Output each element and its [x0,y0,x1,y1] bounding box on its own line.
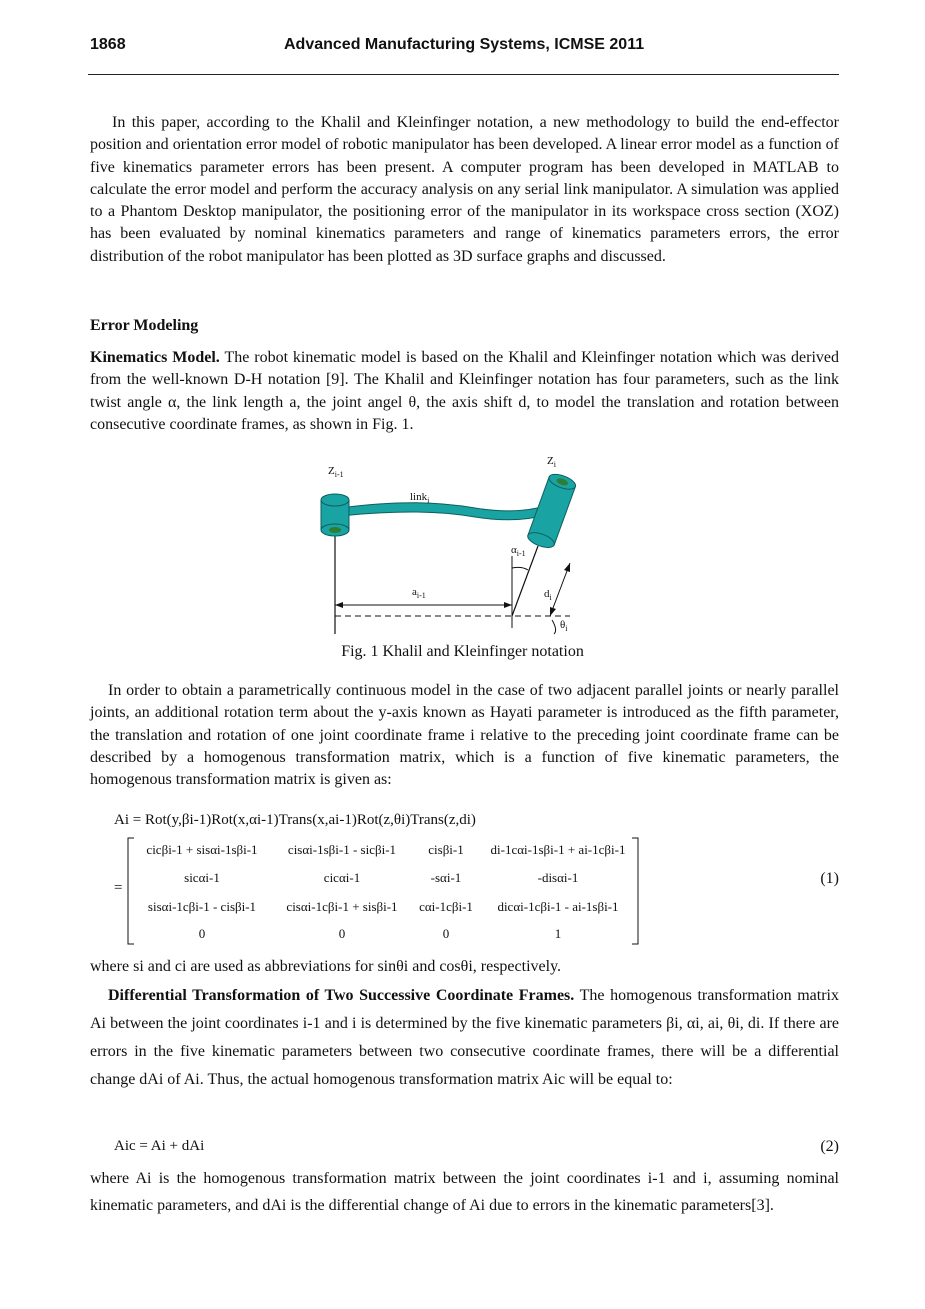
section-heading: Error Modeling [90,317,199,334]
label-theta: $\theta_i$ [560,619,568,633]
kinematics-paragraph [90,347,839,436]
m-r4c2: 0 [338,926,346,941]
m-r1c4: di-1cαi-1sβi-1 + ai-1cβi-1 [490,842,626,857]
eq2: Aic = Ai + dAi [114,1138,205,1154]
label-d: $d_i$ [544,588,552,602]
m-r2c4: -disαi-1 [537,870,579,885]
figure-caption: Fig. 1 Khalil and Kleinfinger notation [341,643,584,660]
m-r1c3: cisβi-1 [428,842,464,857]
m-r4c4: 1 [554,926,562,941]
eq1-equals: = [114,880,123,896]
label-z-prev: $Z_{i-1}$ [328,465,344,479]
m-r2c2: cicαi-1 [323,870,361,885]
label-alpha: $\alpha_{i-1}$ [511,544,526,558]
running-header [90,36,839,58]
label-z-cur: $Z_i$ [547,455,556,469]
page-number: 1868 [90,36,126,53]
m-r3c1: sisαi-1cβi-1 - cisβi-1 [147,899,257,914]
eq1-where: where si and ci are used as abbreviations for sinθi and cosθi, respectively. [90,958,562,975]
m-r3c4: dicαi-1cβi-1 - ai-1sβi-1 [497,899,619,914]
m-r1c1: cicβi-1 + sisαi-1sβi-1 [146,842,258,857]
kinematics-run-in: Kinematics Model. [90,349,220,366]
khalil-kleinfinger-figure [300,448,620,638]
eq2-where: where Ai is the homogenous transformation matrix between the joint coordinates i-1 and i, assuming nominal kinematic parameters, and dAi is the differential change of Ai due to errors in the kinematic parameters[3]. [90,1170,839,1214]
m-r3c2: cisαi-1cβi-1 + sisβi-1 [286,899,398,914]
m-r3c3: cαi-1cβi-1 [419,899,473,914]
eq1-lhs: Ai = Rot(y,βi-1)Rot(x,αi-1)Trans(x,ai-1)Rot(z,θi)Trans(z,di) [114,812,476,828]
differential-run-in: Differential Transformation of Two Successive Coordinate Frames. [108,987,575,1004]
m-r2c3: -sαi-1 [430,870,462,885]
label-link: link$_i$ [410,491,430,505]
m-r4c1: 0 [198,926,206,941]
m-r1c2: cisαi-1sβi-1 - sicβi-1 [287,842,397,857]
journal-title: Advanced Manufacturing Systems, ICMSE 2011 [284,36,645,53]
differential-text: The homogenous transformation matrix Ai between the joint coordinates i-1 and i is determined by the five kinematic parameters βi, αi, ai, θi, di. If there are errors in the five kinematic parameters between two consecutive coordinate frames, there will be a differential change dAi of Ai. Thus, the actual homogenous transformation matrix Aic will be equal to: [90,987,839,1088]
eq1-number: (1) [820,870,839,887]
hayati-paragraph: In order to obtain a parametrically continuous model in the case of two adjacent parallel joints or nearly parallel joints, an additional rotation term about the y-axis known as Hayati parameter is introduced as the fifth parameter, the translation and rotation of one joint coordinate frame i relative to the preceding joint coordinate frame can be described by a homogenous transformation matrix, which is a function of five kinematic parameters, the homogenous transformation matrix is given as: [90,682,839,789]
eq2-number: (2) [820,1138,839,1155]
label-a: $a_{i-1}$ [412,586,426,600]
differential-paragraph [90,982,839,1094]
header-rule [88,74,839,75]
m-r2c1: sicαi-1 [184,870,220,885]
intro-paragraph: In this paper, according to the Khalil and Kleinfinger notation, a new methodology to build the end-effector position and orientation error model of robotic manipulator has been developed. A linear error model as a function of five kinematics parameter errors has been present. A computer program has been developed in MATLAB to calculate the error model and perform the accuracy analysis on any serial link manipulator. A simulation was applied to a Phantom Desktop manipulator, the positioning error of the manipulator in its workspace cross section (XOZ) has been evaluated by nominal kinematics parameters and range of kinematics parameters errors, the error distribution of the robot manipulator has been plotted as 3D surface graphs and discussed. [90,114,839,265]
kinematics-text: The robot kinematic model is based on the Khalil and Kleinfinger notation which was derived from the well-known D-H notation [9]. The Khalil and Kleinfinger notation has four parameters, such as the link twist angle α, the link length a, the joint angel θ, the axis shift d, to model the translation and rotation between consecutive coordinate frames, as shown in Fig. 1. [90,349,839,433]
m-r4c3: 0 [442,926,450,941]
